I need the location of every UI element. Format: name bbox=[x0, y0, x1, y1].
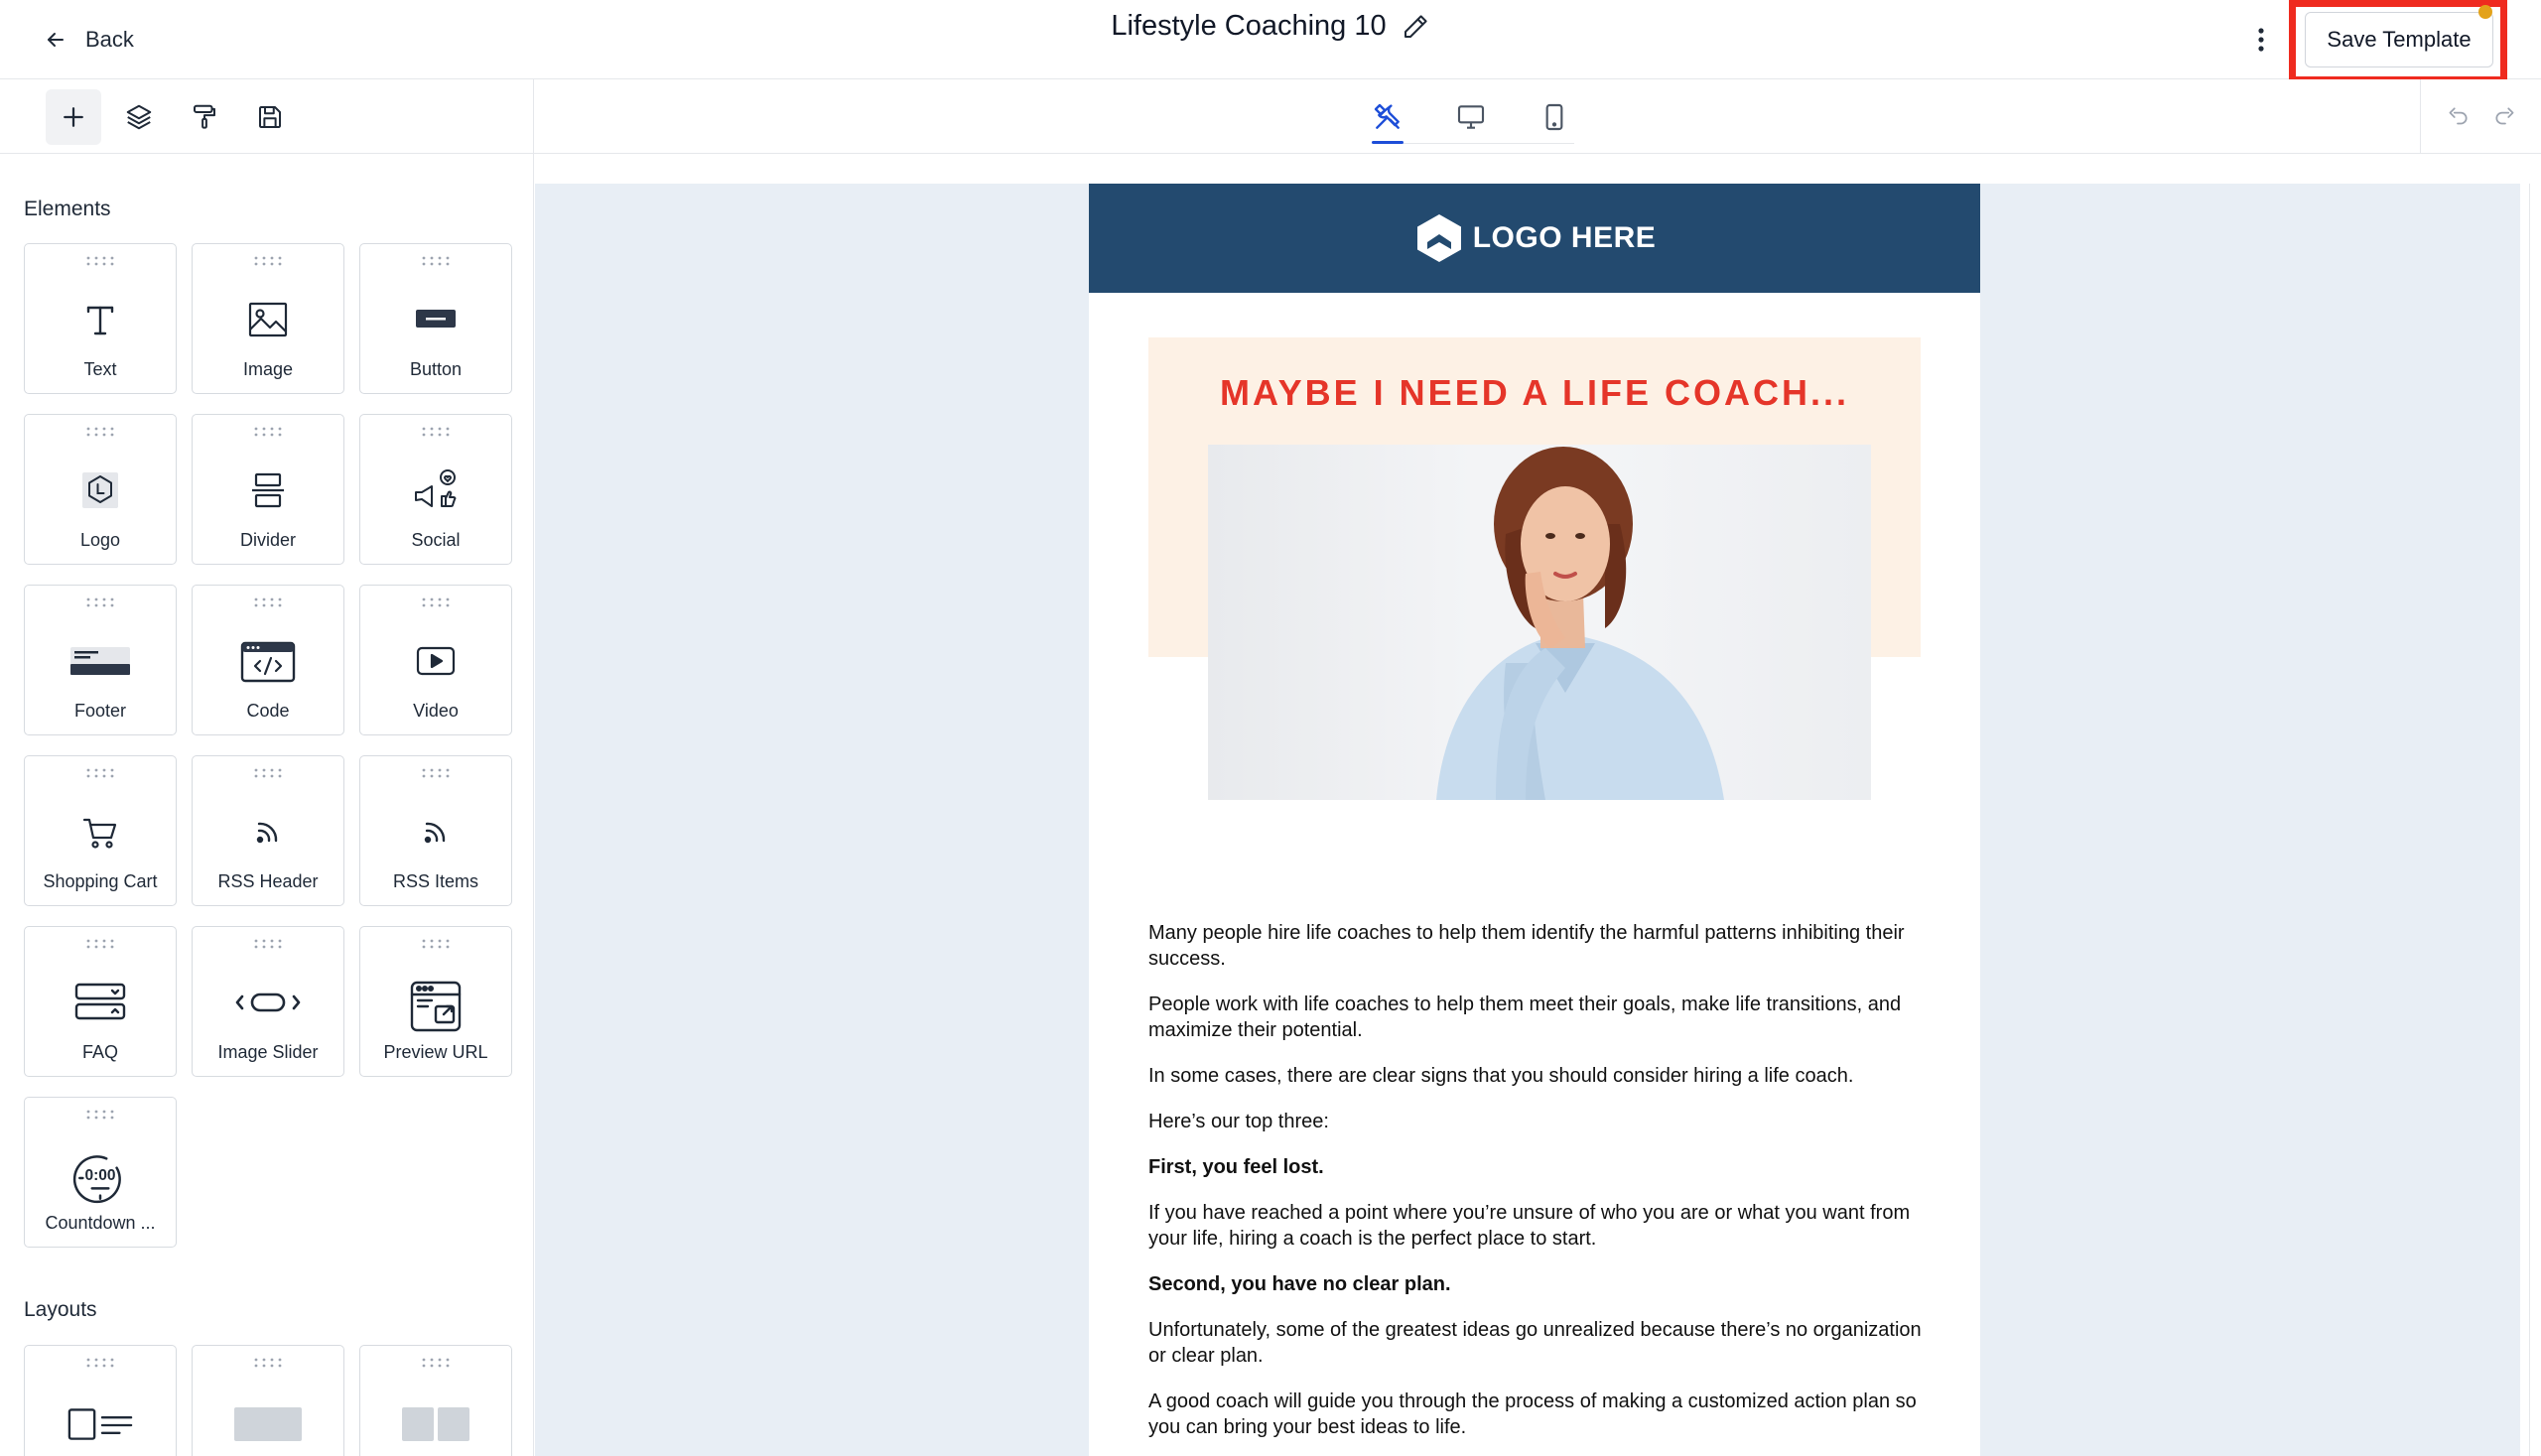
element-label: Text bbox=[83, 359, 117, 379]
button-icon bbox=[412, 296, 460, 343]
svg-text:0:00: 0:00 bbox=[84, 1167, 116, 1185]
undo-icon[interactable] bbox=[2445, 104, 2471, 130]
element-footer[interactable] bbox=[24, 585, 177, 735]
paragraph: Unfortunately, some of the greatest ideas go unrealized because there’s no organization or clear plan. bbox=[1148, 1319, 1922, 1367]
styles-button[interactable] bbox=[177, 89, 232, 145]
sidebar-tools bbox=[0, 79, 534, 154]
element-video[interactable] bbox=[359, 585, 512, 735]
rss-icon bbox=[244, 808, 292, 856]
drag-handle-icon bbox=[254, 256, 282, 266]
elements-sidebar bbox=[0, 154, 534, 1456]
faq-icon bbox=[71, 979, 129, 1026]
countdown-icon bbox=[71, 1149, 129, 1207]
element-label: Logo bbox=[79, 530, 121, 550]
element-code[interactable] bbox=[192, 585, 344, 735]
preview-url-icon bbox=[408, 979, 464, 1034]
canvas-scrollbar[interactable] bbox=[2529, 184, 2541, 1456]
element-text[interactable] bbox=[24, 243, 177, 394]
drag-handle-icon bbox=[422, 1358, 450, 1368]
drag-handle-icon bbox=[86, 256, 114, 266]
kebab-menu-icon bbox=[2258, 27, 2264, 53]
layout-image-text-icon bbox=[66, 1405, 135, 1445]
hero-headline[interactable]: MAYBE I NEED A LIFE COACH... bbox=[1219, 372, 1850, 413]
element-label: Image Slider bbox=[217, 1042, 319, 1062]
email-body-text[interactable] bbox=[1148, 920, 1923, 1456]
paint-roller-icon bbox=[190, 102, 219, 132]
drag-handle-icon bbox=[254, 597, 282, 607]
logo-icon bbox=[76, 466, 124, 514]
element-image[interactable] bbox=[192, 243, 344, 394]
drag-handle-icon bbox=[422, 768, 450, 778]
drag-handle-icon bbox=[86, 1110, 114, 1120]
tab-desktop-preview[interactable] bbox=[1443, 79, 1499, 154]
element-label: Video bbox=[413, 701, 459, 721]
slider-icon bbox=[232, 979, 304, 1026]
drag-handle-icon bbox=[86, 1358, 114, 1368]
element-image-slider[interactable] bbox=[192, 926, 344, 1077]
element-faq[interactable] bbox=[24, 926, 177, 1077]
logo-hexagon-icon bbox=[1413, 212, 1465, 264]
paragraph: Here’s our top three: bbox=[1148, 1111, 1329, 1132]
email-logo-header[interactable] bbox=[1089, 184, 1980, 293]
redo-icon[interactable] bbox=[2492, 104, 2518, 130]
social-icon bbox=[412, 466, 460, 514]
element-social[interactable] bbox=[359, 414, 512, 565]
video-icon bbox=[412, 637, 460, 685]
editor-toolbar bbox=[0, 79, 2541, 154]
element-label: Shopping Cart bbox=[43, 871, 158, 891]
paragraph: Many people hire life coaches to help them identify the harmful patterns inhibiting their success. bbox=[1148, 922, 1905, 970]
footer-icon bbox=[67, 637, 133, 685]
image-icon bbox=[244, 296, 292, 343]
layouts-section-title: Layouts bbox=[24, 1298, 97, 1321]
layout-one-column-image-text[interactable] bbox=[24, 1345, 177, 1456]
hero-image[interactable] bbox=[1208, 445, 1871, 800]
element-shopping-cart[interactable] bbox=[24, 755, 177, 906]
drag-handle-icon bbox=[86, 427, 114, 437]
layers-icon bbox=[124, 102, 154, 132]
rss-icon bbox=[412, 808, 460, 856]
layout-one-column[interactable] bbox=[192, 1345, 344, 1456]
layout-two-blocks-icon bbox=[400, 1405, 471, 1445]
drag-handle-icon bbox=[422, 427, 450, 437]
mobile-icon bbox=[1538, 101, 1570, 133]
history-controls bbox=[2420, 79, 2541, 154]
paragraph: A good coach will guide you through the process of making a customized action plan so you can bring your best ideas to life. bbox=[1148, 1390, 1917, 1438]
desktop-icon bbox=[1455, 101, 1487, 133]
save-draft-button[interactable] bbox=[242, 89, 298, 145]
element-countdown[interactable] bbox=[24, 1097, 177, 1248]
element-label: RSS Items bbox=[392, 871, 479, 891]
logo-text: LOGO HERE bbox=[1472, 221, 1657, 254]
paragraph-heading: Second, you have no clear plan. bbox=[1148, 1273, 1451, 1295]
element-label: Preview URL bbox=[383, 1042, 488, 1062]
element-label: Divider bbox=[239, 530, 296, 550]
tab-mobile-preview[interactable] bbox=[1527, 79, 1582, 154]
element-label: Social bbox=[411, 530, 461, 550]
design-tools-icon bbox=[1372, 101, 1404, 133]
unsaved-indicator-dot bbox=[2478, 5, 2492, 19]
more-options-button[interactable] bbox=[2249, 22, 2273, 58]
divider-icon bbox=[244, 466, 292, 514]
drag-handle-icon bbox=[254, 939, 282, 949]
element-label: Button bbox=[409, 359, 463, 379]
element-label: FAQ bbox=[81, 1042, 118, 1062]
drag-handle-icon bbox=[86, 939, 114, 949]
layout-single-block-icon bbox=[232, 1405, 304, 1445]
element-preview-url[interactable] bbox=[359, 926, 512, 1077]
save-disk-icon bbox=[255, 102, 285, 132]
element-label: Code bbox=[246, 701, 290, 721]
element-rss-items[interactable] bbox=[359, 755, 512, 906]
drag-handle-icon bbox=[86, 768, 114, 778]
layout-two-columns[interactable] bbox=[359, 1345, 512, 1456]
drag-handle-icon bbox=[422, 597, 450, 607]
tab-design[interactable] bbox=[1360, 79, 1415, 154]
cart-icon bbox=[76, 808, 124, 856]
element-logo[interactable] bbox=[24, 414, 177, 565]
element-button[interactable] bbox=[359, 243, 512, 394]
layers-button[interactable] bbox=[111, 89, 167, 145]
paragraph: People work with life coaches to help them meet their goals, make life transitions, and maximize their potential. bbox=[1148, 993, 1902, 1041]
element-rss-header[interactable] bbox=[192, 755, 344, 906]
back-label: Back bbox=[85, 27, 134, 52]
paragraph: In some cases, there are clear signs that you should consider hiring a life coach. bbox=[1148, 1065, 1854, 1087]
email-preview bbox=[1089, 184, 1980, 1456]
text-icon bbox=[76, 296, 124, 343]
paragraph: If you have reached a point where you’re unsure of who you are or what you want from your life, hiring a coach is the perfect place to start. bbox=[1148, 1202, 1911, 1250]
elements-section-title: Elements bbox=[24, 198, 111, 220]
element-label: Image bbox=[242, 359, 294, 379]
element-divider[interactable] bbox=[192, 414, 344, 565]
drag-handle-icon bbox=[254, 768, 282, 778]
save-template-button[interactable]: Save Template bbox=[2305, 12, 2493, 67]
top-header bbox=[0, 0, 2541, 79]
drag-handle-icon bbox=[422, 256, 450, 266]
add-elements-button[interactable] bbox=[46, 89, 101, 145]
template-title: Lifestyle Coaching 10 bbox=[1111, 10, 1387, 42]
element-label: Countdown ... bbox=[45, 1213, 156, 1233]
element-label: RSS Header bbox=[217, 871, 319, 891]
drag-handle-icon bbox=[422, 939, 450, 949]
paragraph-heading: First, you feel lost. bbox=[1148, 1156, 1324, 1178]
woman-thinking-photo bbox=[1208, 445, 1871, 800]
element-label: Footer bbox=[73, 701, 127, 721]
code-icon bbox=[239, 637, 297, 685]
pencil-edit-icon[interactable] bbox=[1401, 12, 1430, 42]
drag-handle-icon bbox=[254, 427, 282, 437]
view-tabs bbox=[1360, 79, 1582, 154]
drag-handle-icon bbox=[254, 1358, 282, 1368]
template-title-area bbox=[0, 10, 2541, 43]
add-icon bbox=[59, 102, 88, 132]
drag-handle-icon bbox=[86, 597, 114, 607]
